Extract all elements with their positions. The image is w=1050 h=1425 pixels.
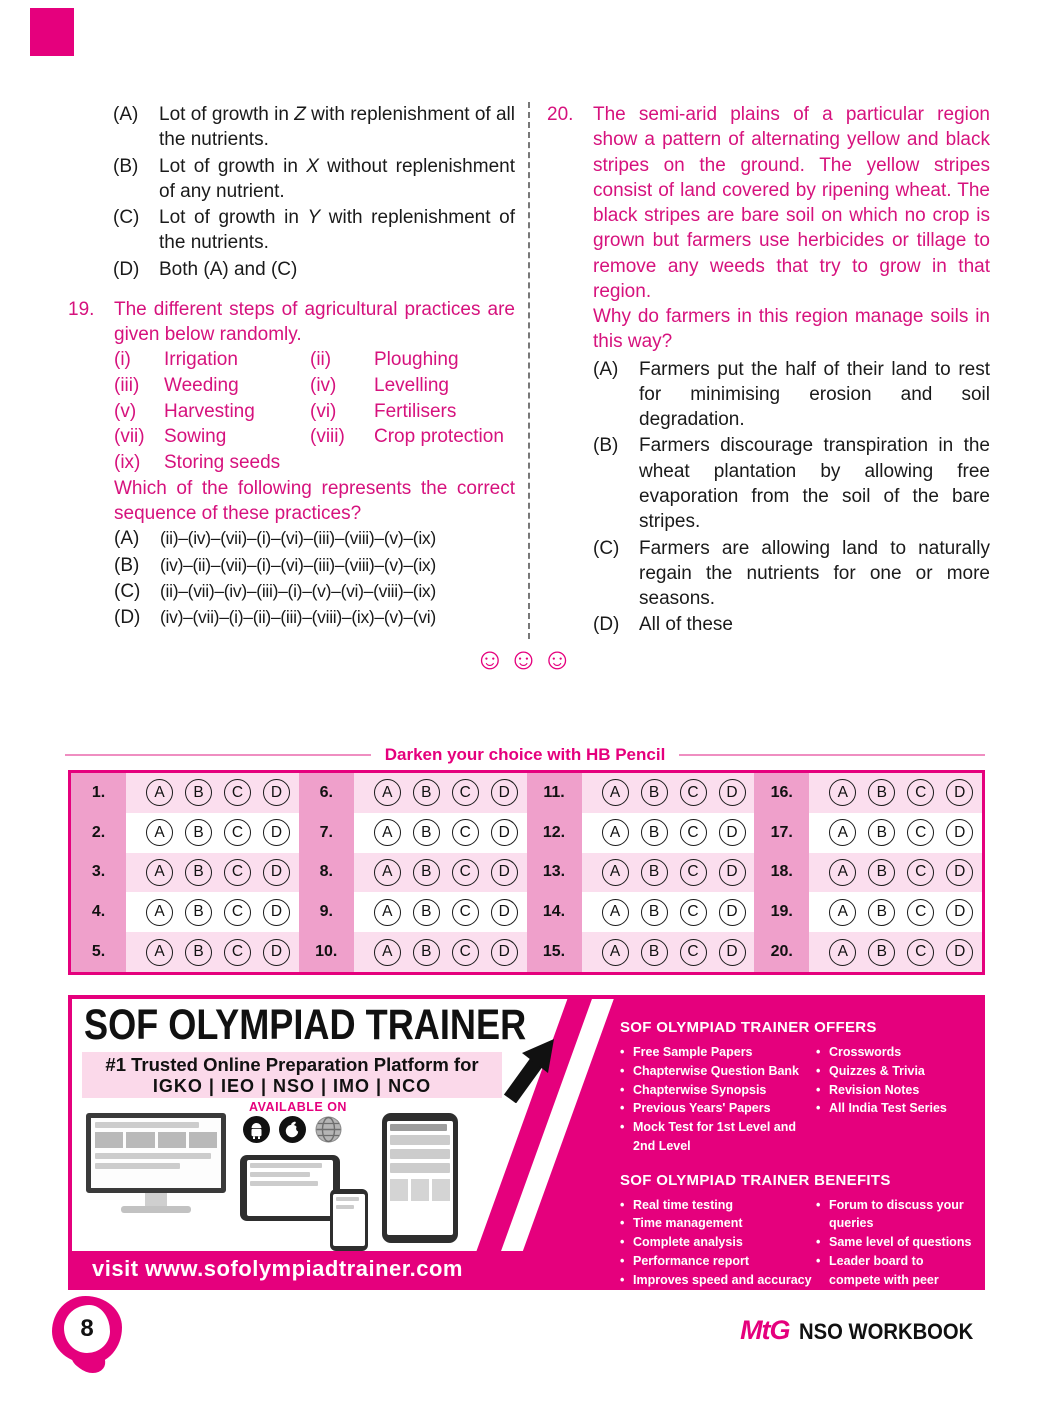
bubble-9-B[interactable]: B [413, 899, 440, 926]
step-label: Fertilisers [374, 400, 457, 422]
option-row [593, 433, 990, 534]
bullet-icon: • [816, 1235, 821, 1249]
bullet-text: Leader board to compete with peer group and much more [829, 1253, 961, 1306]
option-letter: (C) [114, 580, 141, 602]
question-19-options [114, 526, 515, 631]
bullet-item [620, 1233, 816, 1252]
bullet-text: Mock Test for 1st Level and 2nd Level [633, 1120, 797, 1153]
omr-group [754, 773, 982, 972]
column-divider [528, 102, 530, 639]
bullet-icon: • [620, 1272, 625, 1287]
option-text: Lot of growth in Z with replenishment of all the nutrients. [159, 104, 515, 151]
bubble-12-C[interactable]: C [680, 819, 707, 846]
omr-question-number: 14. [527, 892, 582, 932]
step-number: (v) [114, 400, 137, 422]
bubble-2-D[interactable]: D [263, 819, 290, 846]
bubble-2-B[interactable]: B [185, 819, 212, 846]
bubble-20-B[interactable]: B [868, 939, 895, 966]
bullet-text: Improves speed and accuracy [633, 1272, 812, 1287]
ad-exams-list: IGKO | IEO | NSO | IMO | NCO [152, 1076, 432, 1096]
bullet-item [620, 1271, 816, 1290]
question-body [593, 102, 990, 639]
omr-bubble-row [126, 813, 299, 853]
option-row [114, 553, 515, 578]
omr-bubble-row [126, 853, 299, 893]
option-text: Farmers are allowing land to naturally regain the nutrients for one or more seasons. [639, 537, 990, 610]
omr-bubble-row [354, 813, 527, 853]
omr-question-number: 9. [299, 892, 354, 932]
omr-header [65, 745, 985, 765]
bubble-17-D[interactable]: D [946, 819, 973, 846]
bubble-5-B[interactable]: B [185, 939, 212, 966]
question-18-options [113, 102, 515, 282]
option-letter: (B) [114, 554, 140, 576]
bullet-text: Time management [633, 1216, 743, 1231]
omr-bubble-row [582, 773, 755, 813]
bullet-item [620, 1118, 816, 1156]
bullet-item [620, 1062, 816, 1081]
option-letter: (B) [113, 155, 139, 177]
bullet-icon: • [620, 1101, 625, 1116]
smiley-icon: ☺ [508, 643, 542, 676]
visit-link[interactable]: visit www.sofolympiadtrainer.com [92, 1256, 463, 1281]
ad-title: SOF OLYMPIAD TRAINER [84, 1001, 527, 1049]
bubble-18-A[interactable]: A [829, 859, 856, 886]
offers-title: SOF OLYMPIAD TRAINER OFFERS [620, 1019, 877, 1036]
bubble-7-C[interactable]: C [452, 819, 479, 846]
bubble-4-D[interactable]: D [263, 899, 290, 926]
bubble-9-A[interactable]: A [374, 899, 401, 926]
bullet-text: Revision Notes [829, 1082, 920, 1097]
right-column [547, 102, 990, 639]
bubble-12-B[interactable]: B [641, 819, 668, 846]
bubble-10-C[interactable]: C [452, 939, 479, 966]
bullet-text: Performance report [633, 1253, 750, 1268]
omr-question-number: 7. [299, 813, 354, 853]
option-row [114, 605, 515, 630]
bubble-6-B[interactable]: B [413, 779, 440, 806]
page-number: 8 [64, 1305, 110, 1353]
omr-bubble-row [126, 892, 299, 932]
bullet-icon: • [620, 1253, 625, 1268]
bubble-16-C[interactable]: C [907, 779, 934, 806]
benefits-column-1 [620, 1196, 816, 1309]
page-number-badge [52, 1296, 124, 1372]
option-letter: (A) [593, 358, 619, 380]
bubble-15-D[interactable]: D [719, 939, 746, 966]
bullet-text: Forum to discuss your queries [829, 1197, 964, 1231]
bubble-18-B[interactable]: B [868, 859, 895, 886]
bubble-4-A[interactable]: A [146, 899, 173, 926]
bullet-icon: • [816, 1063, 821, 1078]
bullet-item [816, 1233, 975, 1252]
smiley-icon: ☺ [541, 643, 576, 676]
bubble-9-C[interactable]: C [452, 899, 479, 926]
omr-bubble-row [582, 853, 755, 893]
ad-right-panel [620, 1019, 975, 1308]
option-text: (ii)–(vii)–(iv)–(iii)–(i)–(v)–(vi)–(viii)–(ix) [160, 580, 436, 601]
bubble-1-A[interactable]: A [146, 779, 173, 806]
bubble-16-D[interactable]: D [946, 779, 973, 806]
questions-area [68, 102, 990, 639]
step-number: (ix) [114, 451, 141, 473]
tablet-portrait-mockup [382, 1113, 458, 1243]
question-prompt: Why do farmers in this region manage soils in this way? [593, 306, 990, 353]
bubble-11-B[interactable]: B [641, 779, 668, 806]
omr-question-number: 20. [754, 932, 809, 972]
bubble-16-A[interactable]: A [829, 779, 856, 806]
bubble-20-D[interactable]: D [946, 939, 973, 966]
question-19-steps [114, 347, 515, 475]
bubble-4-B[interactable]: B [185, 899, 212, 926]
question-text: The different steps of agricultural practices are given below randomly. [114, 298, 515, 346]
omr-group [299, 773, 527, 972]
bubble-14-C[interactable]: C [680, 899, 707, 926]
bubble-9-D[interactable]: D [491, 899, 518, 926]
option-letter: (B) [593, 435, 619, 457]
omr-question-number: 12. [527, 813, 582, 853]
bullet-icon: • [816, 1197, 821, 1212]
omr-group [71, 773, 299, 972]
bubble-11-D[interactable]: D [719, 779, 746, 806]
omr-question-number: 5. [71, 932, 126, 972]
bullet-item [816, 1252, 975, 1308]
omr-bubble-row [582, 813, 755, 853]
bubble-17-A[interactable]: A [829, 819, 856, 846]
bubble-10-D[interactable]: D [491, 939, 518, 966]
step-label: Storing seeds [164, 451, 281, 473]
option-text: (ii)–(iv)–(vii)–(i)–(vi)–(iii)–(viii)–(v)–(ix) [160, 528, 436, 549]
bubble-11-A[interactable]: A [602, 779, 629, 806]
omr-bubble-row [809, 932, 982, 972]
omr-bubble-row [354, 773, 527, 813]
bullet-icon: • [816, 1045, 821, 1059]
bubble-8-B[interactable]: B [413, 859, 440, 886]
bubble-8-D[interactable]: D [491, 859, 518, 886]
bullet-text: Previous Years' Papers [633, 1101, 771, 1116]
bubble-5-A[interactable]: A [146, 939, 173, 966]
bubble-17-B[interactable]: B [868, 819, 895, 846]
bubble-6-D[interactable]: D [491, 779, 518, 806]
bubble-1-B[interactable]: B [185, 779, 212, 806]
option-letter: (D) [593, 614, 620, 636]
bullet-text: Chapterwise Question Bank [633, 1063, 800, 1078]
bullet-text: Free Sample Papers [633, 1045, 753, 1059]
omr-bubble-row [354, 853, 527, 893]
bubble-7-B[interactable]: B [413, 819, 440, 846]
benefits-title: SOF OLYMPIAD TRAINER BENEFITS [620, 1171, 891, 1189]
advertisement [68, 995, 985, 1306]
benefits-column-2 [816, 1196, 975, 1309]
bullet-item [816, 1196, 975, 1234]
option-row [593, 536, 990, 612]
bubble-18-C[interactable]: C [907, 859, 934, 886]
bubble-7-D[interactable]: D [491, 819, 518, 846]
bubble-10-A[interactable]: A [374, 939, 401, 966]
omr-bubble-row [354, 892, 527, 932]
bullet-text: Chapterwise Synopsis [633, 1082, 767, 1097]
bubble-14-A[interactable]: A [602, 899, 629, 926]
bullet-text: Crosswords [829, 1045, 902, 1059]
bullet-icon: • [620, 1082, 625, 1097]
bullet-text: Quizzes & Trivia [829, 1063, 925, 1078]
desktop-mockup [86, 1113, 226, 1213]
omr-question-number: 2. [71, 813, 126, 853]
omr-bubble-row [126, 773, 299, 813]
bubble-1-C[interactable]: C [224, 779, 251, 806]
omr-question-number: 1. [71, 773, 126, 813]
left-column [68, 102, 515, 639]
option-letter: (C) [593, 537, 620, 559]
omr-title: Darken your choice with HB Pencil [384, 745, 666, 764]
bubble-19-A[interactable]: A [829, 899, 856, 926]
step-label: Harvesting [164, 400, 255, 422]
bubble-12-D[interactable]: D [719, 819, 746, 846]
step-number: (viii) [310, 426, 345, 448]
bullet-icon: • [816, 1082, 821, 1097]
header-line-left [65, 754, 371, 756]
option-text: Farmers discourage transpiration in the wheat plantation by allowing free evaporation from the soil of the bare stripes. [639, 435, 990, 533]
omr-question-number: 17. [754, 813, 809, 853]
option-text: Lot of growth in X without replenishment of any nutrient. [159, 155, 515, 202]
omr-question-number: 8. [299, 853, 354, 893]
omr-bubble-row [809, 892, 982, 932]
step-number: (vi) [310, 400, 337, 422]
step-label: Ploughing [374, 349, 459, 371]
omr-question-number: 11. [527, 773, 582, 813]
omr-question-number: 6. [299, 773, 354, 813]
bubble-17-C[interactable]: C [907, 819, 934, 846]
option-text: (iv)–(ii)–(vii)–(i)–(vi)–(iii)–(viii)–(v)–(ix) [160, 554, 436, 575]
omr-bubble-row [354, 932, 527, 972]
bubble-15-A[interactable]: A [602, 939, 629, 966]
bullet-item [620, 1081, 816, 1100]
bubble-1-D[interactable]: D [263, 779, 290, 806]
option-text: Both (A) and (C) [159, 258, 298, 280]
bubble-2-C[interactable]: C [224, 819, 251, 846]
bubble-19-C[interactable]: C [907, 899, 934, 926]
omr-question-number: 15. [527, 932, 582, 972]
bubble-3-C[interactable]: C [224, 859, 251, 886]
bubble-4-C[interactable]: C [224, 899, 251, 926]
bubble-5-D[interactable]: D [263, 939, 290, 966]
omr-question-number: 18. [754, 853, 809, 893]
option-text: Farmers put the half of their land to rest for minimising erosion and soil degradation. [639, 358, 990, 431]
option-row [593, 357, 990, 433]
bubble-6-A[interactable]: A [374, 779, 401, 806]
tablet-landscape-mockup [240, 1155, 340, 1221]
bubble-13-C[interactable]: C [680, 859, 707, 886]
option-row [113, 257, 515, 282]
step-number: (iii) [114, 375, 140, 397]
option-text: Lot of growth in Y with replenishment of the nutrients. [159, 207, 515, 254]
bullet-icon: • [620, 1216, 625, 1231]
omr-bubble-row [126, 932, 299, 972]
smiley-icon: ☺ [474, 643, 509, 676]
question-number: 19. [68, 298, 95, 320]
omr-answer-grid [68, 770, 985, 975]
page-corner-tab [30, 8, 74, 56]
option-text: All of these [639, 614, 733, 636]
bullet-item [816, 1062, 975, 1081]
device-mockups [68, 995, 588, 1247]
bubble-2-A[interactable]: A [146, 819, 173, 846]
bullet-text: Complete analysis [633, 1235, 743, 1249]
bullet-icon: • [620, 1045, 625, 1059]
step-number: (vii) [114, 426, 145, 448]
bubble-8-A[interactable]: A [374, 859, 401, 886]
bullet-icon: • [816, 1253, 821, 1268]
omr-bubble-row [809, 773, 982, 813]
omr-question-number: 19. [754, 892, 809, 932]
omr-group [527, 773, 755, 972]
bubble-5-C[interactable]: C [224, 939, 251, 966]
bullet-item [620, 1196, 816, 1215]
question-prompt: Which of the following represents the correct sequence of these practices? [114, 477, 515, 524]
header-line-right [679, 754, 985, 756]
bullet-item [816, 1099, 975, 1118]
option-row [113, 205, 515, 256]
omr-question-number: 4. [71, 892, 126, 932]
option-text: (iv)–(vii)–(i)–(ii)–(iii)–(viii)–(ix)–(v)–(vi) [160, 607, 436, 628]
available-on-label: AVAILABLE ON [249, 1100, 347, 1114]
mtg-logo: MtG [740, 1315, 790, 1345]
option-letter: (A) [113, 104, 139, 125]
bubble-8-C[interactable]: C [452, 859, 479, 886]
omr-question-number: 13. [527, 853, 582, 893]
bubble-11-C[interactable]: C [680, 779, 707, 806]
bullet-icon: • [620, 1235, 625, 1249]
option-row [114, 526, 515, 551]
bubble-14-B[interactable]: B [641, 899, 668, 926]
option-letter: (A) [114, 528, 140, 550]
omr-bubble-row [809, 813, 982, 853]
option-row [113, 154, 515, 205]
step-label: Crop protection [374, 426, 504, 448]
step-label: Sowing [164, 426, 227, 448]
bubble-15-B[interactable]: B [641, 939, 668, 966]
offers-column-2 [816, 1043, 975, 1156]
question-body [114, 297, 515, 632]
bubble-13-A[interactable]: A [602, 859, 629, 886]
question-text: The semi-arid plains of a particular region show a pattern of alternating yellow and black stripes on the ground. The yellow stripes consist of land covered by ripening wheat. The black stripes are bare soil on which no crop is grown but farmers use herbicides or tillage to remove any weeds that try to grow in that region. [593, 104, 990, 302]
bubble-19-B[interactable]: B [868, 899, 895, 926]
bullet-icon: • [620, 1197, 625, 1212]
smiley-row [0, 643, 1050, 677]
bullet-text: All India Test Series [829, 1101, 947, 1116]
bubble-13-D[interactable]: D [719, 859, 746, 886]
bubble-3-D[interactable]: D [263, 859, 290, 886]
ad-subtitle: #1 Trusted Online Preparation Platform for [105, 1054, 479, 1075]
option-letter: (C) [113, 207, 140, 229]
question-number: 20. [547, 104, 574, 125]
option-letter: (D) [113, 258, 140, 280]
bubble-16-B[interactable]: B [868, 779, 895, 806]
bubble-10-B[interactable]: B [413, 939, 440, 966]
bullet-item [620, 1043, 816, 1062]
bullet-item [816, 1043, 975, 1062]
omr-bubble-row [582, 932, 755, 972]
bubble-15-C[interactable]: C [680, 939, 707, 966]
workbook-title: NSO WORKBOOK [798, 1319, 973, 1344]
bullet-text: Real time testing [633, 1197, 734, 1212]
step-label: Weeding [164, 375, 239, 397]
omr-bubble-row [582, 892, 755, 932]
bullet-icon: • [816, 1101, 821, 1116]
omr-question-number: 3. [71, 853, 126, 893]
bubble-19-D[interactable]: D [946, 899, 973, 926]
publisher-brand [740, 1315, 988, 1346]
bullet-icon: • [620, 1120, 625, 1134]
bubble-14-D[interactable]: D [719, 899, 746, 926]
step-label: Irrigation [164, 349, 238, 371]
offers-column-1 [620, 1043, 816, 1156]
question-19 [68, 297, 515, 632]
bullet-item [620, 1099, 816, 1118]
bubble-12-A[interactable]: A [602, 819, 629, 846]
step-label: Levelling [374, 375, 449, 397]
option-letter: (D) [114, 607, 141, 629]
bubble-3-A[interactable]: A [146, 859, 173, 886]
question-20-options [593, 357, 990, 638]
option-row [113, 102, 515, 153]
bubble-20-A[interactable]: A [829, 939, 856, 966]
step-number: (ii) [310, 349, 332, 371]
bullet-item [816, 1081, 975, 1100]
bubble-7-A[interactable]: A [374, 819, 401, 846]
bullet-item [620, 1214, 816, 1233]
phone-mockup [330, 1189, 368, 1251]
bubble-13-B[interactable]: B [641, 859, 668, 886]
option-row [593, 612, 990, 637]
omr-question-number: 16. [754, 773, 809, 813]
omr-question-number: 10. [299, 932, 354, 972]
step-number: (iv) [310, 375, 337, 397]
question-20 [547, 102, 990, 639]
bubble-3-B[interactable]: B [185, 859, 212, 886]
bullet-text: Same level of questions [829, 1235, 972, 1249]
bubble-18-D[interactable]: D [946, 859, 973, 886]
bubble-20-C[interactable]: C [907, 939, 934, 966]
step-number: (i) [114, 349, 131, 371]
bullet-item [620, 1252, 816, 1271]
bubble-6-C[interactable]: C [452, 779, 479, 806]
omr-bubble-row [809, 853, 982, 893]
bullet-icon: • [620, 1063, 625, 1078]
option-row [114, 579, 515, 604]
